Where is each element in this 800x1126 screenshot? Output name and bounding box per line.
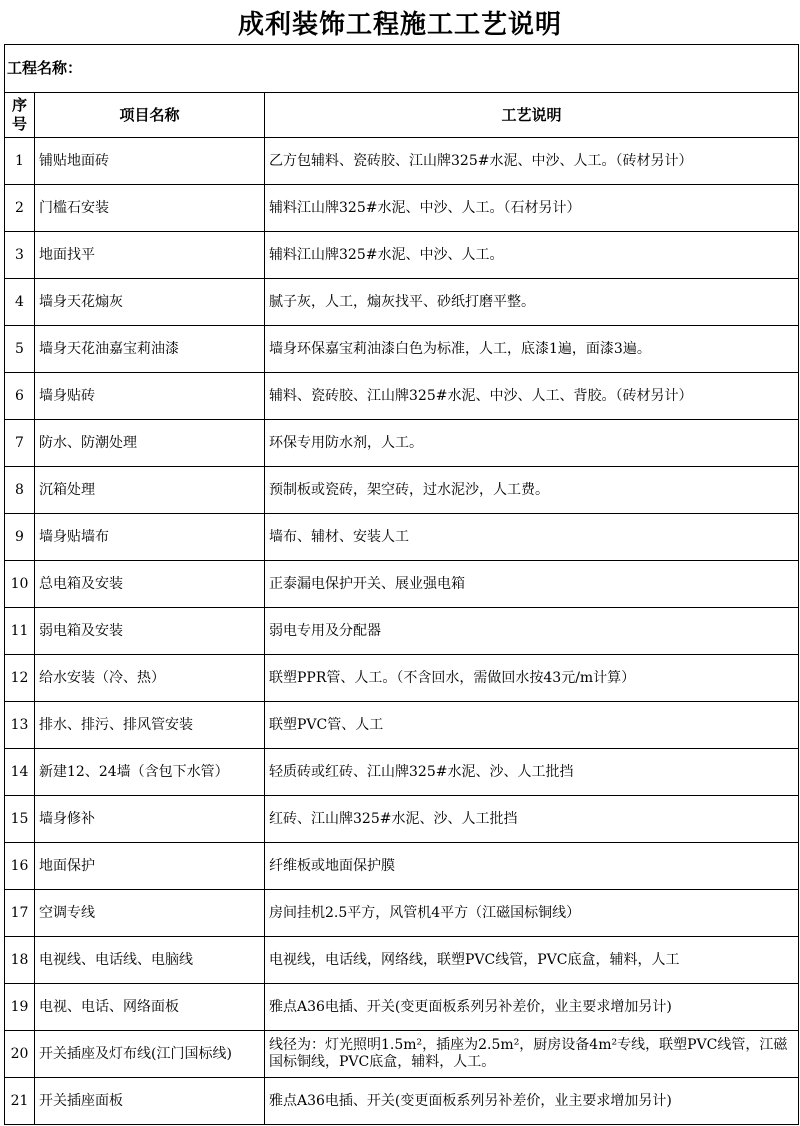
table-row (5, 937, 799, 984)
row-item-name: 墙身修补 (35, 796, 265, 843)
row-item-name: 墙身天花油嘉宝莉油漆 (35, 326, 265, 373)
row-description: 墙身环保嘉宝莉油漆白色为标准，人工，底漆1遍，面漆3遍。 (265, 326, 799, 373)
header-description: 工艺说明 (265, 93, 799, 138)
row-description: 轻质砖或红砖、江山牌325#水泥、沙、人工批挡 (265, 749, 799, 796)
row-number: 3 (5, 232, 35, 279)
table-row (5, 185, 799, 232)
row-number: 20 (5, 1031, 35, 1078)
table-row (5, 890, 799, 937)
row-item-name: 沉箱处理 (35, 467, 265, 514)
row-number: 10 (5, 561, 35, 608)
row-number: 13 (5, 702, 35, 749)
table-row (5, 420, 799, 467)
process-table (4, 44, 799, 1125)
table-row (5, 1031, 799, 1078)
row-item-name: 地面找平 (35, 232, 265, 279)
row-number: 11 (5, 608, 35, 655)
table-row (5, 326, 799, 373)
row-item-name: 开关插座及灯布线(江门国标线) (35, 1031, 265, 1078)
row-number: 5 (5, 326, 35, 373)
row-description: 弱电专用及分配器 (265, 608, 799, 655)
table-row (5, 655, 799, 702)
table-row (5, 514, 799, 561)
row-number: 16 (5, 843, 35, 890)
row-item-name: 墙身贴砖 (35, 373, 265, 420)
table-row (5, 373, 799, 420)
row-number: 12 (5, 655, 35, 702)
project-name-label: 工程名称： (5, 45, 799, 93)
row-item-name: 电视、电话、网络面板 (35, 984, 265, 1031)
row-description: 雅点A36电插、开关(变更面板系列另补差价，业主要求增加另计) (265, 984, 799, 1031)
row-description: 正泰漏电保护开关、展业强电箱 (265, 561, 799, 608)
table-row (5, 749, 799, 796)
row-item-name: 给水安装（冷、热） (35, 655, 265, 702)
table-row (5, 796, 799, 843)
row-description: 辅料江山牌325#水泥、中沙、人工。 (265, 232, 799, 279)
row-item-name: 空调专线 (35, 890, 265, 937)
project-name-row (5, 45, 799, 93)
row-item-name: 排水、排污、排风管安装 (35, 702, 265, 749)
table-row (5, 702, 799, 749)
row-number: 7 (5, 420, 35, 467)
table-row (5, 138, 799, 185)
row-description: 辅料江山牌325#水泥、中沙、人工。（石材另计） (265, 185, 799, 232)
row-number: 8 (5, 467, 35, 514)
row-item-name: 新建12、24墙（含包下水管） (35, 749, 265, 796)
row-number: 14 (5, 749, 35, 796)
row-description: 环保专用防水剂，人工。 (265, 420, 799, 467)
row-item-name: 墙身贴墙布 (35, 514, 265, 561)
row-description: 雅点A36电插、开关(变更面板系列另补差价，业主要求增加另计) (265, 1078, 799, 1125)
table-row (5, 1078, 799, 1125)
row-item-name: 地面保护 (35, 843, 265, 890)
row-description: 纤维板或地面保护膜 (265, 843, 799, 890)
row-item-name: 铺贴地面砖 (35, 138, 265, 185)
row-description: 电视线，电话线，网络线，联塑PVC线管，PVC底盒，辅料，人工 (265, 937, 799, 984)
row-number: 6 (5, 373, 35, 420)
table-row (5, 467, 799, 514)
row-item-name: 开关插座面板 (35, 1078, 265, 1125)
document-title: 成利装饰工程施工工艺说明 (237, 9, 562, 40)
row-number: 4 (5, 279, 35, 326)
row-item-name: 总电箱及安装 (35, 561, 265, 608)
row-number: 17 (5, 890, 35, 937)
row-number: 15 (5, 796, 35, 843)
row-item-name: 电视线、电话线、电脑线 (35, 937, 265, 984)
table-row (5, 843, 799, 890)
header-item-name: 项目名称 (35, 93, 265, 138)
row-number: 21 (5, 1078, 35, 1125)
row-description: 预制板或瓷砖，架空砖，过水泥沙，人工费。 (265, 467, 799, 514)
table-row (5, 984, 799, 1031)
row-description: 辅料、瓷砖胶、江山牌325#水泥、中沙、人工、背胶。（砖材另计） (265, 373, 799, 420)
table-row (5, 608, 799, 655)
row-number: 9 (5, 514, 35, 561)
table-row (5, 561, 799, 608)
header-no: 序号 (5, 93, 35, 138)
row-description: 乙方包辅料、瓷砖胶、江山牌325#水泥、中沙、人工。（砖材另计） (265, 138, 799, 185)
row-number: 18 (5, 937, 35, 984)
row-description: 墙布、辅材、安装人工 (265, 514, 799, 561)
table-row (5, 232, 799, 279)
row-item-name: 墙身天花煽灰 (35, 279, 265, 326)
row-description: 腻子灰，人工，煽灰找平、砂纸打磨平整。 (265, 279, 799, 326)
row-description: 红砖、江山牌325#水泥、沙、人工批挡 (265, 796, 799, 843)
row-item-name: 弱电箱及安装 (35, 608, 265, 655)
row-description: 联塑PPR管、人工。（不含回水，需做回水按43元/m计算） (265, 655, 799, 702)
row-description: 线径为：灯光照明1.5m²，插座为2.5m²，厨房设备4m²专线，联塑PVC线管，江磁国标铜线，PVC底盒，辅料，人工。 (265, 1031, 799, 1078)
row-number: 2 (5, 185, 35, 232)
row-description: 房间挂机2.5平方，风管机4平方（江磁国标铜线） (265, 890, 799, 937)
table-header-row (5, 93, 799, 138)
row-description: 联塑PVC管、人工 (265, 702, 799, 749)
row-number: 1 (5, 138, 35, 185)
row-item-name: 门槛石安装 (35, 185, 265, 232)
row-number: 19 (5, 984, 35, 1031)
row-item-name: 防水、防潮处理 (35, 420, 265, 467)
table-row (5, 279, 799, 326)
